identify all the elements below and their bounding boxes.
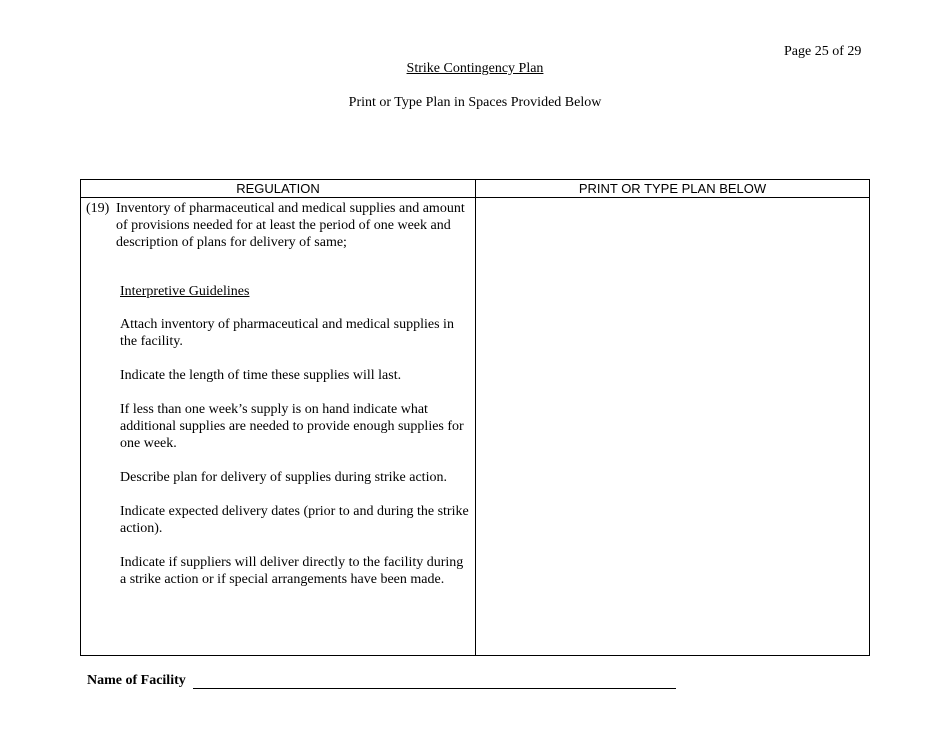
page-number: Page 25 of 29 [784,44,862,59]
facility-name-field[interactable] [193,673,676,689]
regulation-text: Inventory of pharmaceutical and medical supplies and amount of provisions needed for at least the period of one week and description of plans for delivery of same; [116,201,465,250]
guidelines-heading: Interpretive Guidelines [120,284,250,299]
column-header-regulation: REGULATION [236,181,320,196]
guideline-item: Indicate if suppliers will deliver directly to the facility during a strike action or if special arrangements have been made. [120,555,464,587]
guideline-item: If less than one week’s supply is on hand indicate what additional supplies are needed to provide enough supplies for one week. [120,402,464,451]
plan-entry-area[interactable] [476,198,869,655]
regulation-number: (19) [86,201,110,216]
interpretive-guidelines [120,283,470,605]
guideline-item: Describe plan for delivery of supplies during strike action. [120,470,447,485]
guideline-item: Attach inventory of pharmaceutical and medical supplies in the facility. [120,317,454,349]
column-header-plan: PRINT OR TYPE PLAN BELOW [578,181,767,196]
guideline-item: Indicate expected delivery dates (prior to and during the strike action). [120,504,469,536]
plan-table [80,179,870,656]
facility-name-label: Name of Facility [87,673,186,688]
page-title: Strike Contingency Plan [406,61,544,76]
facility-name-row [87,673,676,689]
guideline-item: Indicate the length of time these supplies will last. [120,368,402,383]
page-subtitle: Print or Type Plan in Spaces Provided Below [348,95,602,110]
